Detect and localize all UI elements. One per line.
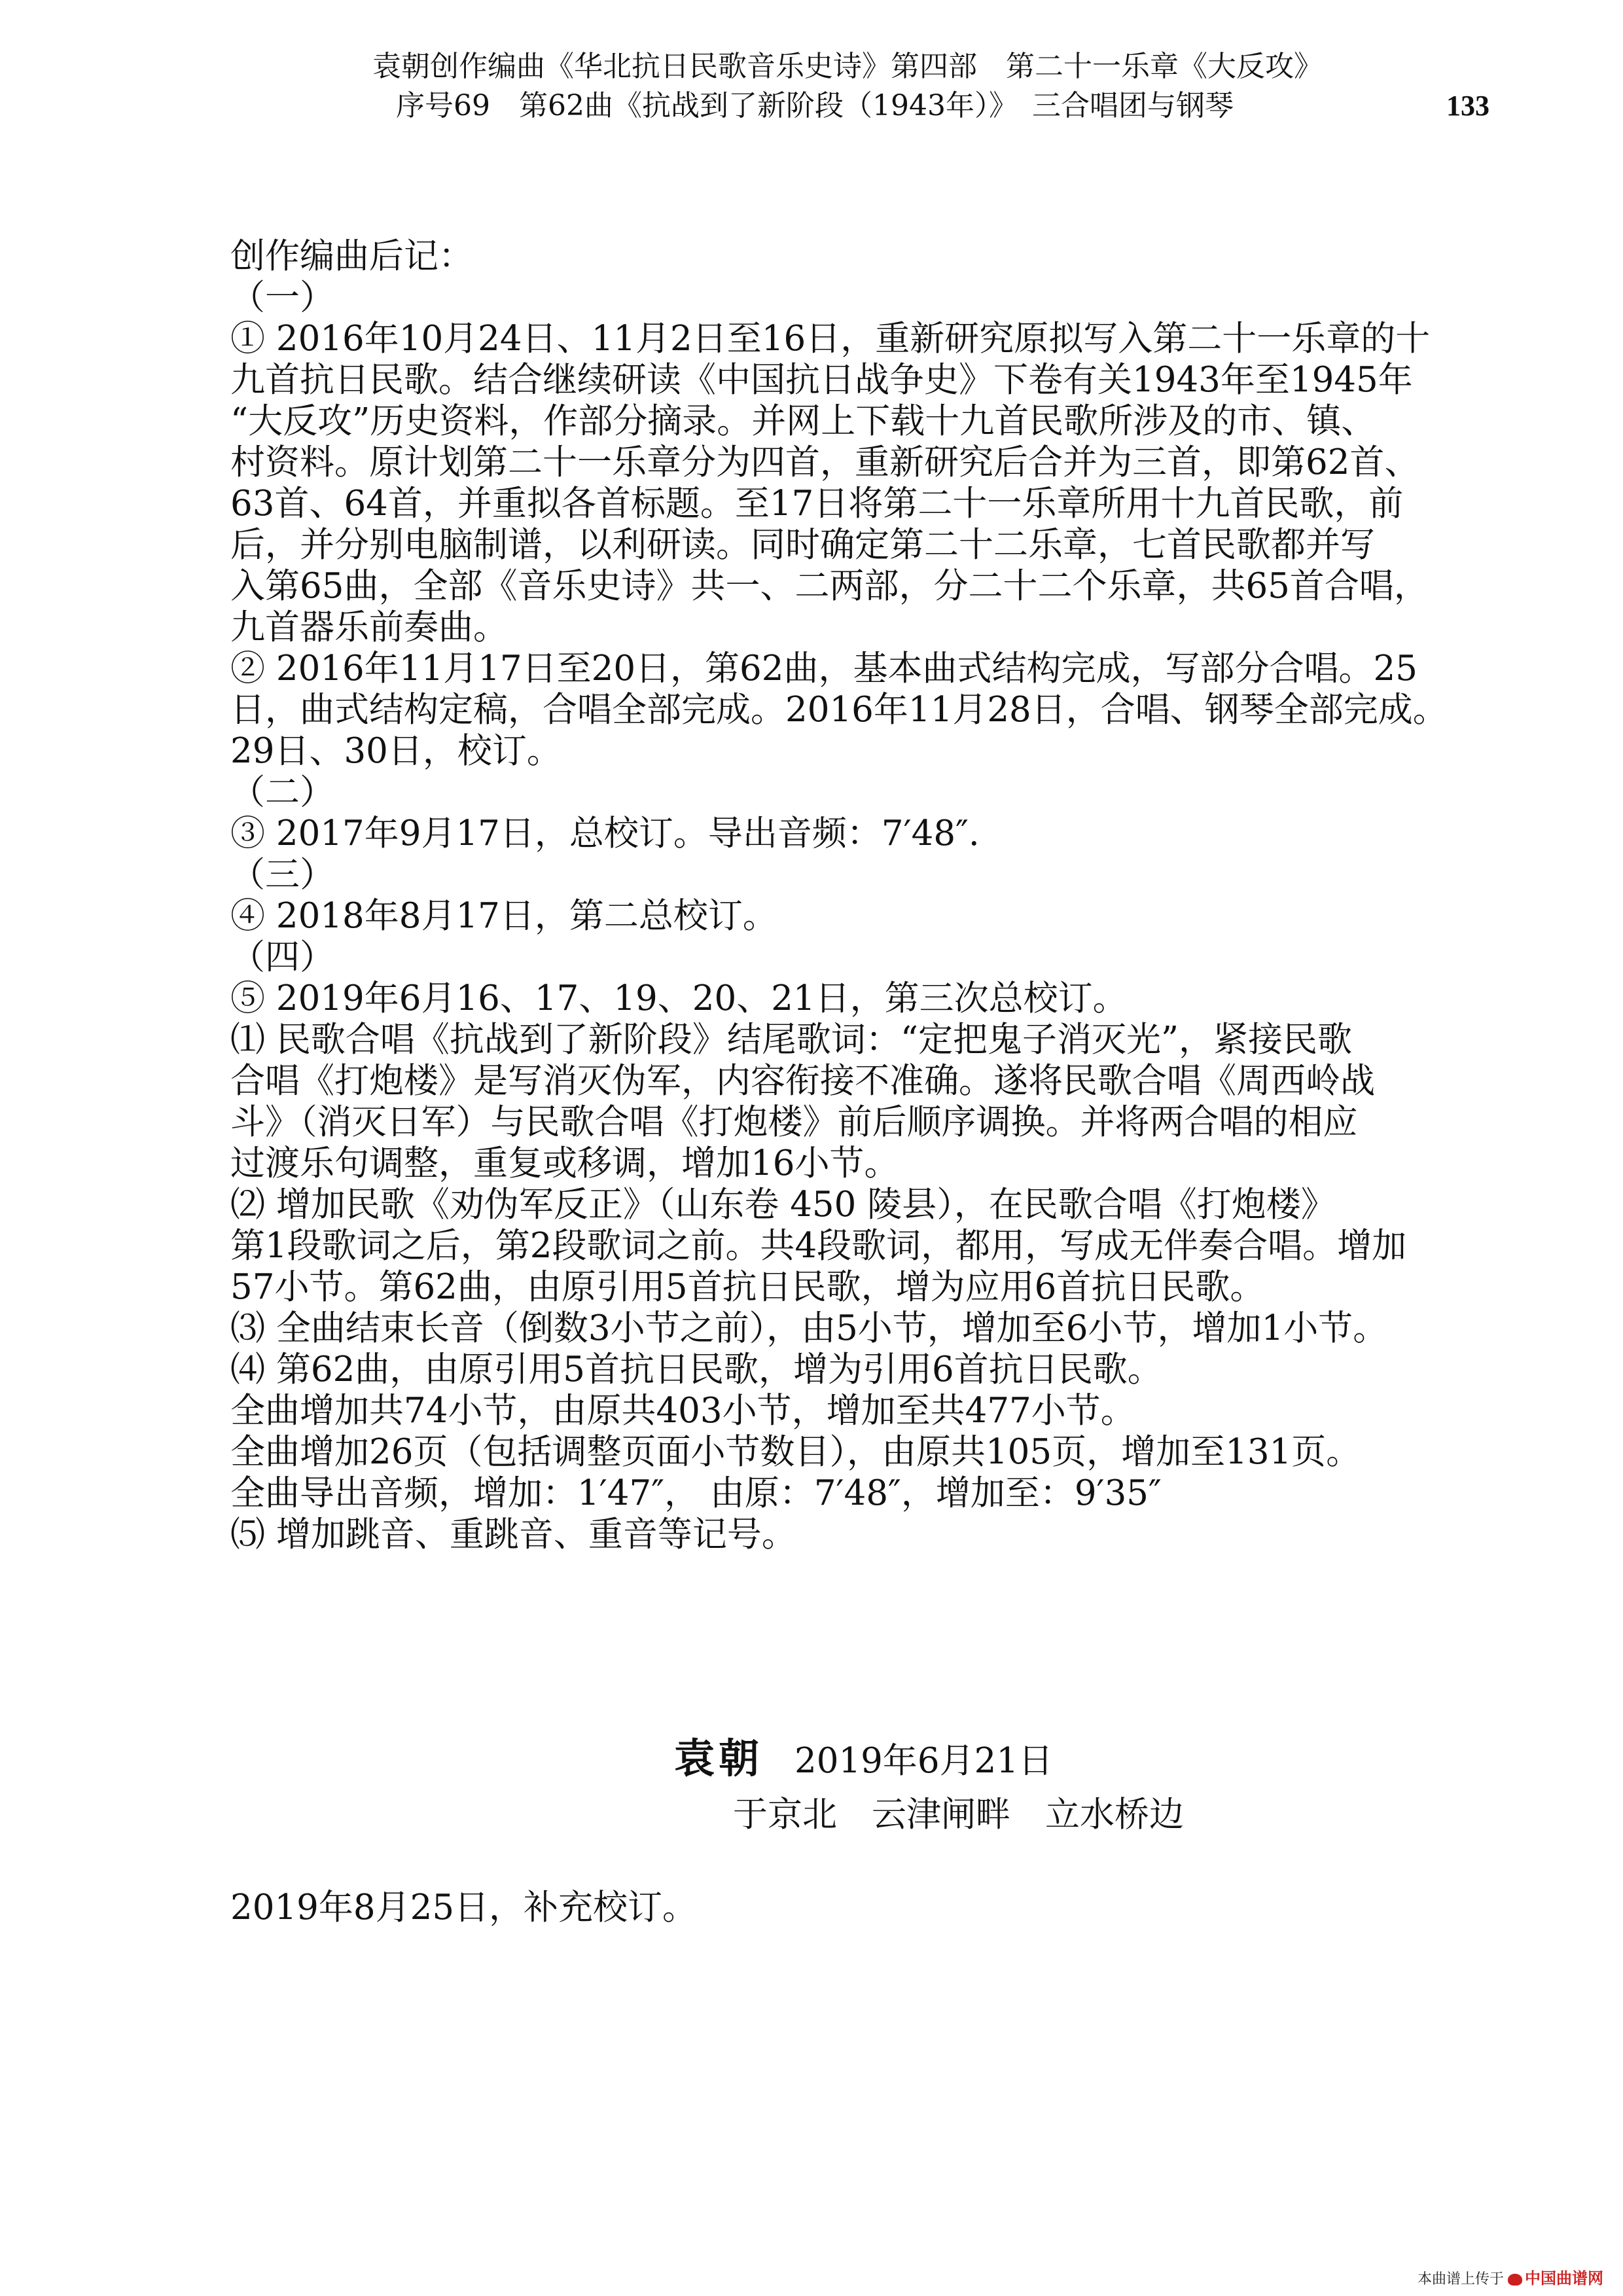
signature-date: 2019年6月21日 [794,1741,1054,1781]
body-line: ⑴ 民歌合唱《抗战到了新阶段》结尾歌词：“定把鬼子消灭光”，紧接民歌 [230,1020,1353,1060]
body-line: 第1段歌词之后，第2段歌词之前。共4段歌词，都用，写成无伴奏合唱。增加 [230,1226,1407,1266]
body-line: ④ 2018年8月17日，第二总校订。 [230,896,777,936]
signature-line [674,1736,1053,1784]
body-line: 日，曲式结构定稿，合唱全部完成。2016年11月28日，合唱、钢琴全部完成。 [230,690,1448,730]
body-line: 全曲增加共74小节，由原共403小节，增加至共477小节。 [230,1391,1135,1431]
footer-brand[interactable]: 中国曲谱网 [1525,2269,1603,2287]
body-line: 57小节。第62曲，由原引用5首抗日民歌，增为应用6首抗日民歌。 [230,1267,1265,1307]
body-line: ⑵ 增加民歌《劝伪军反正》（山东卷 450 陵县），在民歌合唱《打炮楼》 [230,1185,1336,1225]
body-line: 村资料。原计划第二十一乐章分为四首，重新研究后合并为三首，即第62首、 [230,442,1419,482]
body-line: 29日、30日，校订。 [230,731,562,771]
header-subtitle-line: 序号69 第62曲《抗战到了新阶段（1943年）》 三合唱团与钢琴 [396,89,1234,122]
body-line: ⑸ 增加跳音、重跳音、重音等记号。 [230,1515,796,1554]
body-line: 全曲导出音频，增加：1′47″， 由原：7′48″，增加至：9′35″ [230,1473,1162,1513]
body-line: 九首器乐前奏曲。 [230,607,508,647]
site-logo-icon [1508,2274,1522,2286]
body-line: 入第65曲，全部《音乐史诗》共一、二两部，分二十二个乐章，共65首合唱， [230,566,1429,606]
body-line: ② 2016年11月17日至20日，第62曲，基本曲式结构完成，写部分合唱。25 [230,649,1418,689]
body-line: （三） [230,855,334,895]
postscript-body [230,236,1526,1555]
body-line: （一） [230,278,334,317]
signature-name: 袁朝 [674,1734,764,1782]
body-line: ⑤ 2019年6月16、17、19、20、21日，第三次总校订。 [230,978,1128,1018]
body-line: ① 2016年10月24日、11月2日至16日，重新研究原拟写入第二十一乐章的十 [230,319,1431,359]
body-line: ③ 2017年9月17日，总校订。导出音频：7′48″. [230,814,980,853]
body-line: 后，并分别电脑制谱，以利研读。同时确定第二十二乐章，七首民歌都并写 [230,525,1375,565]
body-line: 合唱《打炮楼》是写消灭伪军，内容衔接不准确。遂将民歌合唱《周西岭战 [230,1061,1375,1101]
signature-place: 于京北 云津闸畔 立水桥边 [733,1795,1184,1835]
body-line: ⑶ 全曲结束长音（倒数3小节之前），由5小节，增加至6小节，增加1小节。 [230,1308,1388,1348]
body-line: 斗》（消灭日军）与民歌合唱《打炮楼》前后顺序调换。并将两合唱的相应 [230,1102,1358,1142]
body-line: ⑷ 第62曲，由原引用5首抗日民歌，增为引用6首抗日民歌。 [230,1350,1162,1390]
supplement-note: 2019年8月25日，补充校订。 [230,1888,698,1928]
site-footer [1418,2269,1603,2289]
body-line: 过渡乐句调整，重复或移调，增加16小节。 [230,1143,899,1183]
body-line: （二） [230,772,334,812]
body-line: 63首、64首，并重拟各首标题。至17日将第二十一乐章所用十九首民歌，前 [230,484,1404,524]
body-line: 创作编曲后记： [230,236,473,276]
body-line: 九首抗日民歌。结合继续研读《中国抗日战争史》下卷有关1943年至1945年 [230,360,1413,400]
body-line: 全曲增加26页（包括调整页面小节数目），由原共105页，增加至131页。 [230,1432,1361,1472]
footer-prefix: 本曲谱上传于 [1417,2271,1504,2287]
body-line: “大反攻”历史资料，作部分摘录。并网上下载十九首民歌所涉及的市、镇、 [230,401,1376,441]
page-number: 133 [1446,90,1489,122]
body-line: （四） [230,937,334,977]
header-title-line: 袁朝创作编曲《华北抗日民歌音乐史诗》第四部 第二十一乐章《大反攻》 [372,50,1323,83]
